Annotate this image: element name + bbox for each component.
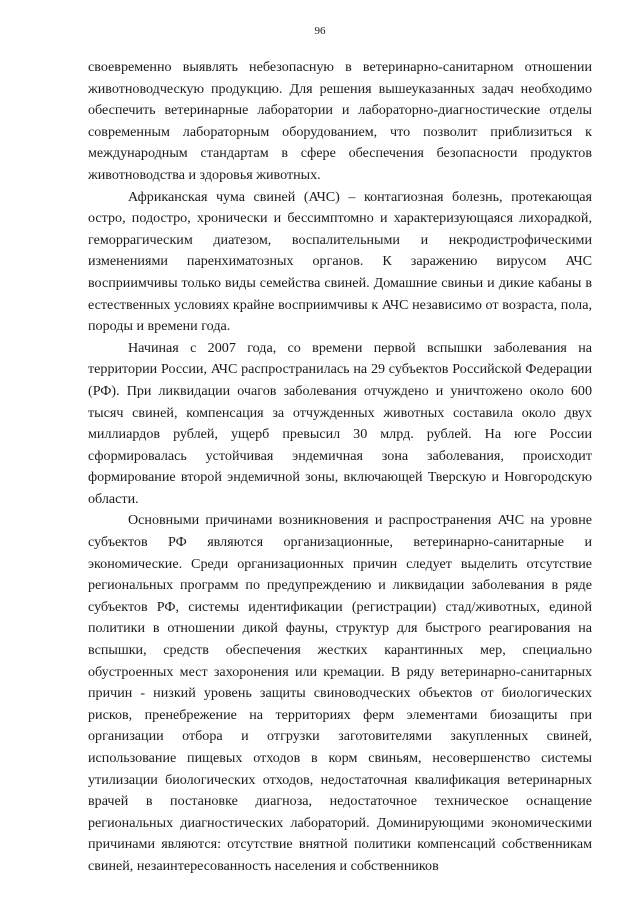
paragraph-asf-spread: Начиная с 2007 года, со времени первой вспышки заболевания на территории России, АЧС распространилась на 29 субъектов Российской Федерации (РФ). При ликвидации очагов заболевания отчуждено и уничтожено около 600 тысяч свиней, компенсация за отчужденных животных составила около двух миллиардов рублей, ущерб превысил 30 млрд. рублей. На юге России сформировалась устойчивая эндемичная зона заболевания, происходит формирование второй эндемичной зоны, включающей Тверскую и Новгородскую области. — [88, 339, 592, 507]
page-number: 96 — [314, 25, 326, 37]
paragraph-asf-definition: Африканская чума свиней (АЧС) – контагиозная болезнь, протекающая остро, подостро, хронически и бессимптомно и характеризующаяся лихорадкой, геморрагическим диатезом, воспалительными и некродистрофическими изменениями паренхиматозных органов. К заражению вирусом АЧС восприимчивы только виды семейства свиней. Домашние свиньи и дикие кабаны в естественных условиях крайне восприимчивы к АЧС независимо от возраста, пола, породы и времени года. — [88, 188, 592, 335]
document-body — [88, 57, 592, 878]
paragraph-continuation: своевременно выявлять небезопасную в ветеринарно-санитарном отношении животноводческую продукцию. Для решения вышеуказанных задач необходимо обеспечить ветеринарные лаборатории и лабораторно-диагностические отделы современным лабораторным оборудованием, что позволит приблизиться к международным стандартам в сфере обеспечения безопасности продуктов животноводства и здоровья животных. — [88, 59, 592, 183]
paragraph-asf-causes: Основными причинами возникновения и распространения АЧС на уровне субъектов РФ являются организационные, ветеринарно-санитарные и экономические. Среди организационных причин следует выделить отсутствие региональных программ по предупреждению и ликвидации заболевания в ряде субъектов РФ, системы идентификации (регистрации) стад/животных, единой политики в отношении дикой фауны, структур для быстрого реагирования на вспышки, средств обеспечения жестких карантинных мер, специально обустроенных мест захоронения или кремации. В ряду ветеринарно-санитарных причин - низкий уровень защиты свиноводческих объектов от биологических рисков, пренебрежение на территориях ферм элементами биозащиты при организации отбора и отгрузки заготовителями закупленных свиней, использование пищевых отходов в корм свиньям, несовершенство системы утилизации биологических отходов, недостаточная квалификация ветеринарных врачей в постановке диагноза, недостаточное техническое оснащение региональных диагностических лабораторий. Доминирующими экономическими причинами являются: отсутствие внятной политики компенсаций собственникам свиней, незаинтересованность населения и собственников — [88, 512, 592, 874]
